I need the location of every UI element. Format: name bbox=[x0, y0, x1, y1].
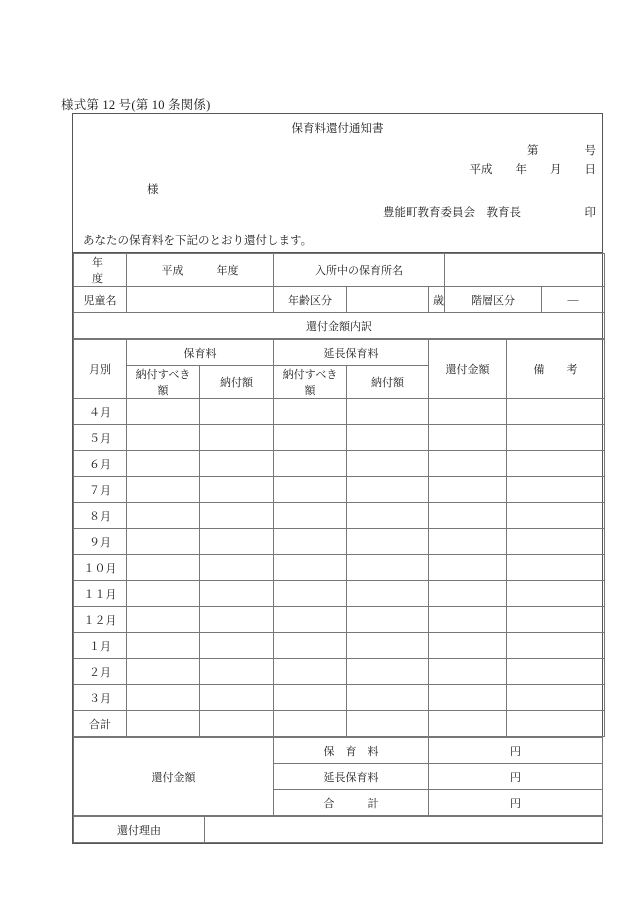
remarks-cell[interactable] bbox=[507, 503, 605, 529]
ext-paid-cell[interactable] bbox=[347, 425, 429, 451]
ext-paid-cell[interactable] bbox=[347, 633, 429, 659]
month-label-cell: ５月 bbox=[74, 425, 127, 451]
refund-reason-value[interactable] bbox=[205, 817, 603, 843]
refund-amount-cell[interactable] bbox=[429, 451, 507, 477]
remarks-cell[interactable] bbox=[507, 477, 605, 503]
ext-paid-cell[interactable] bbox=[347, 711, 429, 737]
fee-paid-cell[interactable] bbox=[200, 711, 274, 737]
document-date-line: 平成 年 月 日 bbox=[469, 164, 596, 176]
age-class-label: 年齢区分 bbox=[274, 287, 347, 313]
breakdown-month-row bbox=[74, 633, 605, 659]
refund-reason-label: 還付理由 bbox=[74, 817, 205, 843]
fee-payable-cell[interactable] bbox=[127, 633, 200, 659]
ext-payable-cell[interactable] bbox=[274, 529, 347, 555]
remarks-cell[interactable] bbox=[507, 529, 605, 555]
fee-payable-cell[interactable] bbox=[127, 711, 200, 737]
remarks-cell[interactable] bbox=[507, 555, 605, 581]
child-name-value[interactable] bbox=[127, 287, 274, 313]
fee-paid-cell[interactable] bbox=[200, 477, 274, 503]
breakdown-month-row bbox=[74, 685, 605, 711]
summary-item-label: 延長保育料 bbox=[274, 764, 429, 790]
fee-payable-cell[interactable] bbox=[127, 659, 200, 685]
month-label-cell: ９月 bbox=[74, 529, 127, 555]
nursery-value[interactable] bbox=[445, 254, 605, 287]
fee-paid-cell[interactable] bbox=[200, 581, 274, 607]
refund-reason-row bbox=[74, 817, 603, 843]
fiscal-year-value[interactable]: 平成 年度 bbox=[127, 254, 274, 287]
fee-payable-cell[interactable] bbox=[127, 685, 200, 711]
fee-payable-cell[interactable] bbox=[127, 477, 200, 503]
breakdown-month-row bbox=[74, 451, 605, 477]
month-label-cell: ３月 bbox=[74, 685, 127, 711]
refund-amount-cell[interactable] bbox=[429, 659, 507, 685]
ext-payable-cell[interactable] bbox=[274, 555, 347, 581]
breakdown-month-row bbox=[74, 477, 605, 503]
refund-amount-cell[interactable] bbox=[429, 685, 507, 711]
remarks-cell[interactable] bbox=[507, 659, 605, 685]
ext-payable-cell[interactable] bbox=[274, 581, 347, 607]
breakdown-section-title: 還付金額内訳 bbox=[74, 313, 605, 339]
refund-amount-cell[interactable] bbox=[429, 711, 507, 737]
ext-payable-cell[interactable] bbox=[274, 685, 347, 711]
breakdown-total-row bbox=[74, 711, 605, 737]
header-remarks: 備 考 bbox=[507, 340, 605, 399]
tier-class-label: 階層区分 bbox=[445, 287, 542, 313]
ext-payable-cell[interactable] bbox=[274, 477, 347, 503]
fee-paid-cell[interactable] bbox=[200, 451, 274, 477]
summary-item-label: 保 育 料 bbox=[274, 738, 429, 764]
ext-payable-cell[interactable] bbox=[274, 399, 347, 425]
breakdown-header-row-1 bbox=[74, 340, 605, 366]
breakdown-month-row bbox=[74, 607, 605, 633]
ext-paid-cell[interactable] bbox=[347, 555, 429, 581]
age-unit: 歳 bbox=[429, 287, 445, 313]
addressee-honorific: 様 bbox=[147, 184, 159, 196]
fee-payable-cell[interactable] bbox=[127, 529, 200, 555]
refund-amount-cell[interactable] bbox=[429, 425, 507, 451]
summary-row bbox=[74, 738, 603, 764]
fee-paid-cell[interactable] bbox=[200, 607, 274, 633]
age-class-value[interactable] bbox=[347, 287, 429, 313]
month-label-cell: ８月 bbox=[74, 503, 127, 529]
breakdown-month-row bbox=[74, 659, 605, 685]
ext-payable-cell[interactable] bbox=[274, 451, 347, 477]
summary-item-amount[interactable]: 円 bbox=[429, 764, 603, 790]
breakdown-month-row bbox=[74, 555, 605, 581]
refund-amount-cell[interactable] bbox=[429, 503, 507, 529]
info-table bbox=[73, 253, 605, 339]
ext-paid-cell[interactable] bbox=[347, 451, 429, 477]
refund-amount-cell[interactable] bbox=[429, 529, 507, 555]
month-label-cell: ７月 bbox=[74, 477, 127, 503]
month-label-cell: １２月 bbox=[74, 607, 127, 633]
fee-payable-cell[interactable] bbox=[127, 607, 200, 633]
issuer-name: 豊能町教育委員会 教育長 bbox=[383, 207, 521, 219]
breakdown-month-row bbox=[74, 425, 605, 451]
fee-paid-cell[interactable] bbox=[200, 503, 274, 529]
fiscal-year-row bbox=[74, 254, 605, 287]
header-extended-fee: 延長保育料 bbox=[274, 340, 429, 366]
ext-paid-cell[interactable] bbox=[347, 685, 429, 711]
fee-payable-cell[interactable] bbox=[127, 451, 200, 477]
breakdown-section-row bbox=[74, 313, 605, 339]
month-label-cell: ４月 bbox=[74, 399, 127, 425]
remarks-cell[interactable] bbox=[507, 399, 605, 425]
fee-paid-cell[interactable] bbox=[200, 659, 274, 685]
refund-total-label: 還付金額 bbox=[74, 738, 274, 816]
remarks-cell[interactable] bbox=[507, 451, 605, 477]
child-row bbox=[74, 287, 605, 313]
issuer-line bbox=[383, 204, 596, 220]
refund-amount-cell[interactable] bbox=[429, 581, 507, 607]
ext-payable-cell[interactable] bbox=[274, 425, 347, 451]
month-label-cell: １月 bbox=[74, 633, 127, 659]
fee-paid-cell[interactable] bbox=[200, 555, 274, 581]
remarks-cell[interactable] bbox=[507, 425, 605, 451]
document-number-line: 第 号 bbox=[527, 145, 596, 157]
ext-payable-cell[interactable] bbox=[274, 711, 347, 737]
fee-paid-cell[interactable] bbox=[200, 425, 274, 451]
fee-paid-cell[interactable] bbox=[200, 685, 274, 711]
fiscal-year-label: 年 度 bbox=[74, 254, 127, 287]
child-name-label: 児童名 bbox=[74, 287, 127, 313]
remarks-cell[interactable] bbox=[507, 607, 605, 633]
ext-paid-cell[interactable] bbox=[347, 399, 429, 425]
header-month: 月別 bbox=[74, 340, 127, 399]
month-label-cell: １１月 bbox=[74, 581, 127, 607]
header-fee: 保育料 bbox=[127, 340, 274, 366]
intro-text: あなたの保育料を下記のとおり還付します。 bbox=[73, 230, 602, 253]
remarks-cell[interactable] bbox=[507, 633, 605, 659]
fee-payable-cell[interactable] bbox=[127, 581, 200, 607]
ext-paid-cell[interactable] bbox=[347, 581, 429, 607]
header-fee-payable: 納付すべき額 bbox=[127, 366, 200, 399]
remarks-cell[interactable] bbox=[507, 581, 605, 607]
ext-payable-cell[interactable] bbox=[274, 633, 347, 659]
header-ext-paid: 納付額 bbox=[347, 366, 429, 399]
breakdown-month-row bbox=[74, 529, 605, 555]
tier-class-value[interactable]: — bbox=[542, 287, 605, 313]
form-number: 様式第 12 号(第 10 条関係) bbox=[61, 98, 211, 112]
breakdown-month-row bbox=[74, 399, 605, 425]
refund-amount-cell[interactable] bbox=[429, 477, 507, 503]
fee-paid-cell[interactable] bbox=[200, 633, 274, 659]
fee-payable-cell[interactable] bbox=[127, 555, 200, 581]
fee-paid-cell[interactable] bbox=[200, 399, 274, 425]
ext-payable-cell[interactable] bbox=[274, 607, 347, 633]
notification-form bbox=[72, 113, 603, 844]
header-fee-paid: 納付額 bbox=[200, 366, 274, 399]
fee-paid-cell[interactable] bbox=[200, 529, 274, 555]
fee-payable-cell[interactable] bbox=[127, 503, 200, 529]
refund-amount-cell[interactable] bbox=[429, 607, 507, 633]
ext-payable-cell[interactable] bbox=[274, 503, 347, 529]
ext-paid-cell[interactable] bbox=[347, 529, 429, 555]
breakdown-month-row bbox=[74, 581, 605, 607]
fee-payable-cell[interactable] bbox=[127, 425, 200, 451]
remarks-cell[interactable] bbox=[507, 685, 605, 711]
remarks-cell[interactable] bbox=[507, 711, 605, 737]
summary-item-label: 合 計 bbox=[274, 790, 429, 816]
month-label-cell: ２月 bbox=[74, 659, 127, 685]
summary-table bbox=[73, 737, 603, 816]
breakdown-table bbox=[73, 339, 605, 737]
letterhead bbox=[73, 114, 602, 230]
seal-mark: 印 bbox=[584, 207, 596, 219]
month-label-cell: ６月 bbox=[74, 451, 127, 477]
summary-item-amount[interactable]: 円 bbox=[429, 790, 603, 816]
month-label-cell: 合計 bbox=[74, 711, 127, 737]
summary-item-amount[interactable]: 円 bbox=[429, 738, 603, 764]
ext-paid-cell[interactable] bbox=[347, 659, 429, 685]
ext-payable-cell[interactable] bbox=[274, 659, 347, 685]
breakdown-month-row bbox=[74, 503, 605, 529]
refund-amount-cell[interactable] bbox=[429, 399, 507, 425]
nursery-label: 入所中の保育所名 bbox=[274, 254, 445, 287]
ext-paid-cell[interactable] bbox=[347, 477, 429, 503]
header-ext-payable: 納付すべき額 bbox=[274, 366, 347, 399]
fee-payable-cell[interactable] bbox=[127, 399, 200, 425]
refund-amount-cell[interactable] bbox=[429, 633, 507, 659]
document-title: 保育料還付通知書 bbox=[291, 123, 384, 135]
refund-amount-cell[interactable] bbox=[429, 555, 507, 581]
month-label-cell: １０月 bbox=[74, 555, 127, 581]
ext-paid-cell[interactable] bbox=[347, 607, 429, 633]
reason-table bbox=[73, 816, 603, 843]
ext-paid-cell[interactable] bbox=[347, 503, 429, 529]
header-refund-amount: 還付金額 bbox=[429, 340, 507, 399]
